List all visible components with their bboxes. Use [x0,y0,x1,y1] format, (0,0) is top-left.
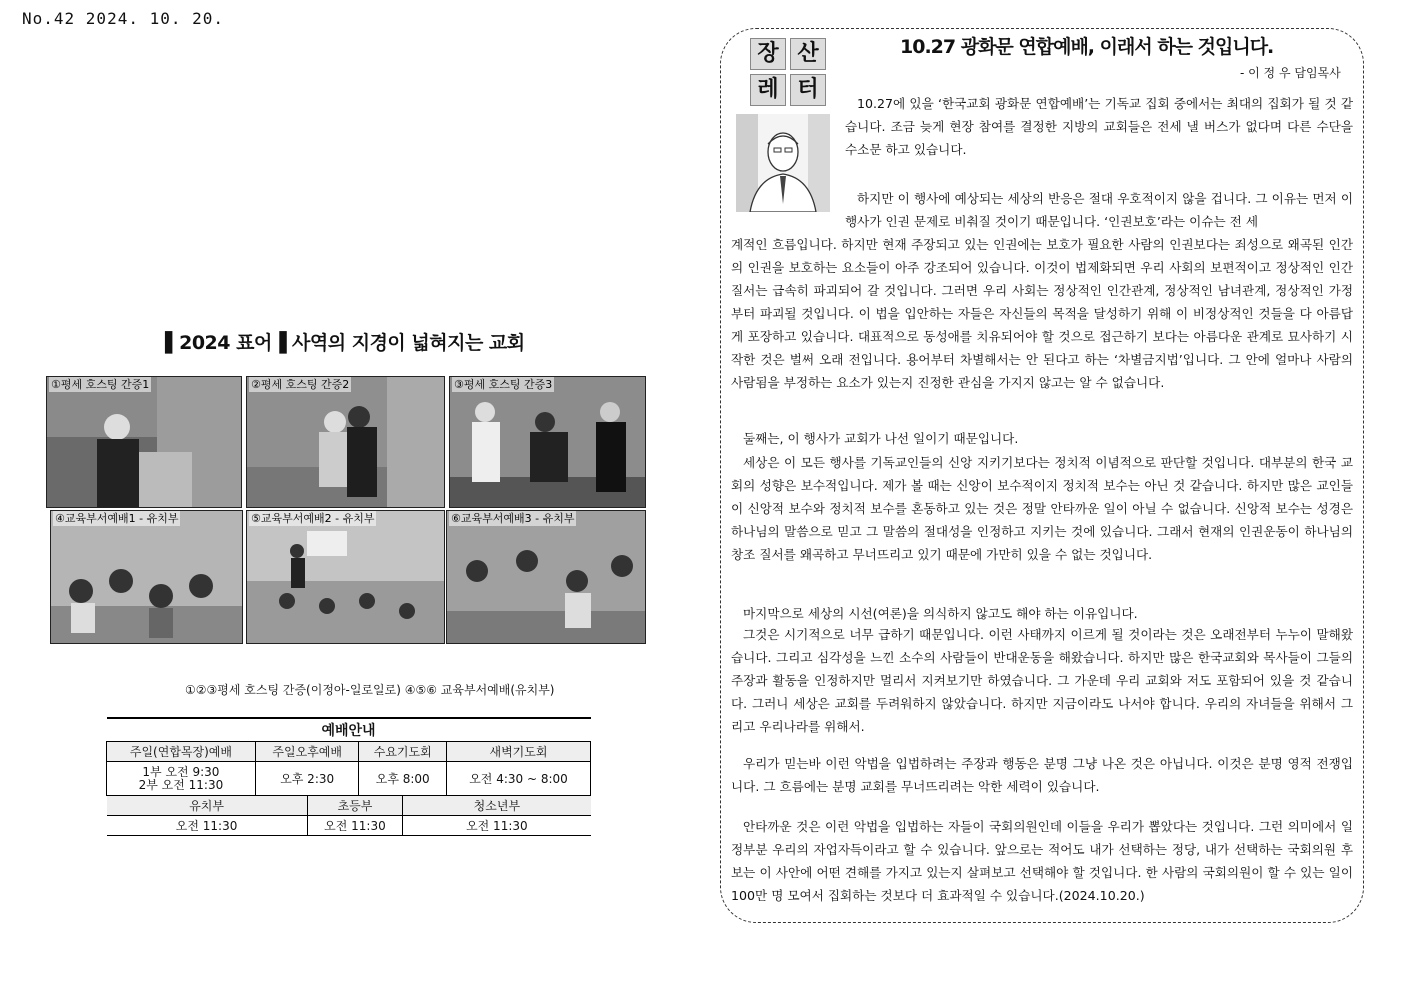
photo-2 [246,376,445,508]
worship-header-wednesday: 수요기도회 [359,742,447,762]
worship-sunday-1: 1부 오전 9:30 [142,764,220,779]
photo-3-label: ③평세 호스팅 간증3 [454,378,553,391]
worship-wednesday-time: 오후 8:00 [359,762,447,796]
letter-paragraph-3: 둘째는, 이 행사가 교회가 나선 일이기 때문입니다. [743,431,1019,446]
badge-char-4: 터 [790,74,826,106]
photo-1-image [47,377,242,508]
photo-2-label: ②평세 호스팅 간증2 [251,378,350,391]
section-title: ▌2024 표어▐ 사역의 지경이 넓혀지는 교회 [165,332,525,354]
worship-header-dawn: 새벽기도회 [446,742,590,762]
photo-1-label: ①평세 호스팅 간증1 [51,378,150,391]
worship-header-afternoon: 주일오후예배 [255,742,359,762]
letter-author: - 이 정 우 담임목사 [1240,66,1341,80]
photo-6-label: ⑥교육부서예배3 - 유치부 [451,512,575,525]
worship-kindergarten-time: 오전 11:30 [107,816,308,836]
worship-sunday-times [107,762,256,796]
photo-grid [46,376,646,644]
worship-schedule-table [106,717,591,836]
photo-4-label: ④교육부서예배1 - 유치부 [55,512,179,525]
worship-header-sunday: 주일(연합목장)예배 [107,742,256,762]
letter-paragraph-7: 우리가 믿는바 이런 악법을 입법하려는 주장과 행동은 분명 그냥 나온 것은 아닙니다. 이것은 분명 영적 전쟁입니다. 그 흐름에는 분명 교회를 무너뜨리려는 악한 세력이 있습니다. [731,756,1353,794]
photo-5-label: ⑤교육부서예배2 - 유치부 [251,512,375,525]
photo-1 [46,376,242,508]
photo-4-image [51,511,243,644]
worship-elementary-time: 오전 11:30 [307,816,403,836]
photo-6-image [447,511,646,644]
photo-3 [449,376,646,508]
letter-title: 10.27 광화문 연합예배, 이래서 하는 것입니다. [900,36,1274,58]
letter-paragraph-4: 세상은 이 모든 행사를 기독교인들의 신앙 지키기보다는 정치적 이념적으로 판단할 것입니다. 대부분의 한국 교회의 성향은 보수적입니다. 제가 볼 때는 신앙이 보수적이지 정치적 보수는 아닌 것 같습니다. 하지만 많은 교인들이 신앙적 보수와 정치적 보수를 혼동하고 있는 것은 정말 안타까운 일이 아닐 수 없습니다. 신앙적 보수는 성경은 하나님의 말씀으로 믿고 그 말씀의 절대성을 인정하고 지키는 것에 있습니다. 그래서 현재의 인권운동이 하나님의 창조 질서를 왜곡하고 무너뜨리고 있기 때문에 가만히 있을 수 없는 것입니다. [731,455,1353,562]
worship-dawn-time: 오전 4:30 ~ 8:00 [446,762,590,796]
letter-badge [748,38,830,108]
photo-caption: ①②③평세 호스팅 간증(이정아-일로일로) ④⑤⑥ 교육부서예배(유치부) [185,683,555,697]
worship-afternoon-time: 오후 2:30 [255,762,359,796]
photo-5-image [247,511,445,644]
worship-title: 예배안내 [107,718,591,742]
worship-header-kindergarten: 유치부 [107,796,308,816]
badge-char-2: 산 [790,38,826,70]
letter-paragraph-6: 그것은 시기적으로 너무 급하기 때문입니다. 이런 사태까지 이르게 될 것이라는 것은 오래전부터 누누이 말해왔습니다. 그리고 심각성을 느낀 소수의 사람들이 반대운동을 해왔습니다. 하지만 많은 한국교회와 목사들이 그들의 주장과 활동을 인정하지만 멀리서 지켜보기만 하였습니다. 그 가운데 우리 교회와 저도 포함되어 있을 것 같습니다. 그러니 세상은 교회를 두려워하지 않았습니다. 하지만 지금이라도 나서야 합니다. 우리의 자녀들을 위해서 그리고 우리나라를 위해서. [731,627,1353,734]
badge-char-3: 레 [750,74,786,106]
badge-char-1: 장 [750,38,786,70]
worship-header-youth: 청소년부 [403,796,591,816]
letter-paragraph-1: 10.27에 있을 ‘한국교회 광화문 연합예배’는 기독교 집회 중에서는 최대의 집회가 될 것 같습니다. 조금 늦게 현장 참여를 결정한 지방의 교회들은 전세 낼 버스가 없다며 다른 수단을 수소문 하고 있습니다. [845,96,1353,157]
worship-header-elementary: 초등부 [307,796,403,816]
photo-2-image [247,377,445,508]
letter-paragraph-5: 마지막으로 세상의 시선(여론)을 의식하지 않고도 해야 하는 이유입니다. [743,606,1138,621]
photo-5 [246,510,445,644]
worship-sunday-2: 2부 오전 11:30 [138,777,224,792]
letter-paragraph-2b: 계적인 흐름입니다. 하지만 현재 주장되고 있는 인권에는 보호가 필요한 사람의 인권보다는 죄성으로 왜곡된 인간의 인권을 보호하는 요소들이 아주 강조되어 있습니다. 이것이 법제화되면 우리 사회의 보편적이고 정상적인 인간 질서는 급속히 파괴되어 갈 것입니다. 그러면 우리 사회는 정상적인 인간관계, 정상적인 남녀관계, 정상적인 가정부터 파괴될 것입니다. 이 법을 입안하는 자들은 자신들의 목적을 달성하기 위해 이 비정상적인 것들을 다 아름답게 포장하고 있습니다. 대표적으로 동성애를 치유되어야 할 것으로 접근하기 보다는 아름다운 관계로 묘사하기 시작한 것은 벌써 오래 전입니다. 용어부터 차별해서는 안 된다고 하는 ‘차별금지법’입니다. 그 안에 얼마나 사람의 사람됨을 부정하는 요소가 있는지 진정한 관심을 가지지 않고는 알 수 없습니다. [731,237,1353,390]
letter-paragraph-2a: 하지만 이 행사에 예상되는 세상의 반응은 절대 우호적이지 않을 겁니다. 그 이유는 먼저 이 행사가 인권 문제로 비춰질 것이기 때문입니다. ‘인권보호’라는 이슈는 전 세 [845,191,1353,229]
worship-youth-time: 오전 11:30 [403,816,591,836]
photo-4 [50,510,243,644]
photo-3-image [450,377,646,508]
letter-paragraph-8: 안타까운 것은 이런 악법을 입법하는 자들이 국회의원인데 이들을 우리가 뽑았다는 것입니다. 그런 의미에서 일정부분 우리의 자업자득이라고 할 수 있습니다. 앞으로는 적어도 내가 선택하는 정당, 내가 선택하는 국회의원 후보는 이 사안에 어떤 견해를 가지고 있는지 살펴보고 선택해야 할 것입니다. 한 사람의 국회의원이 할 수 있는 일이 100만 명 모여서 집회하는 것보다 더 효과적일 수 있습니다.(2024.10.20.) [731,819,1353,903]
issue-number: No.42 2024. 10. 20. [22,9,225,28]
pastor-portrait-sketch [736,114,830,212]
photo-6 [446,510,646,644]
